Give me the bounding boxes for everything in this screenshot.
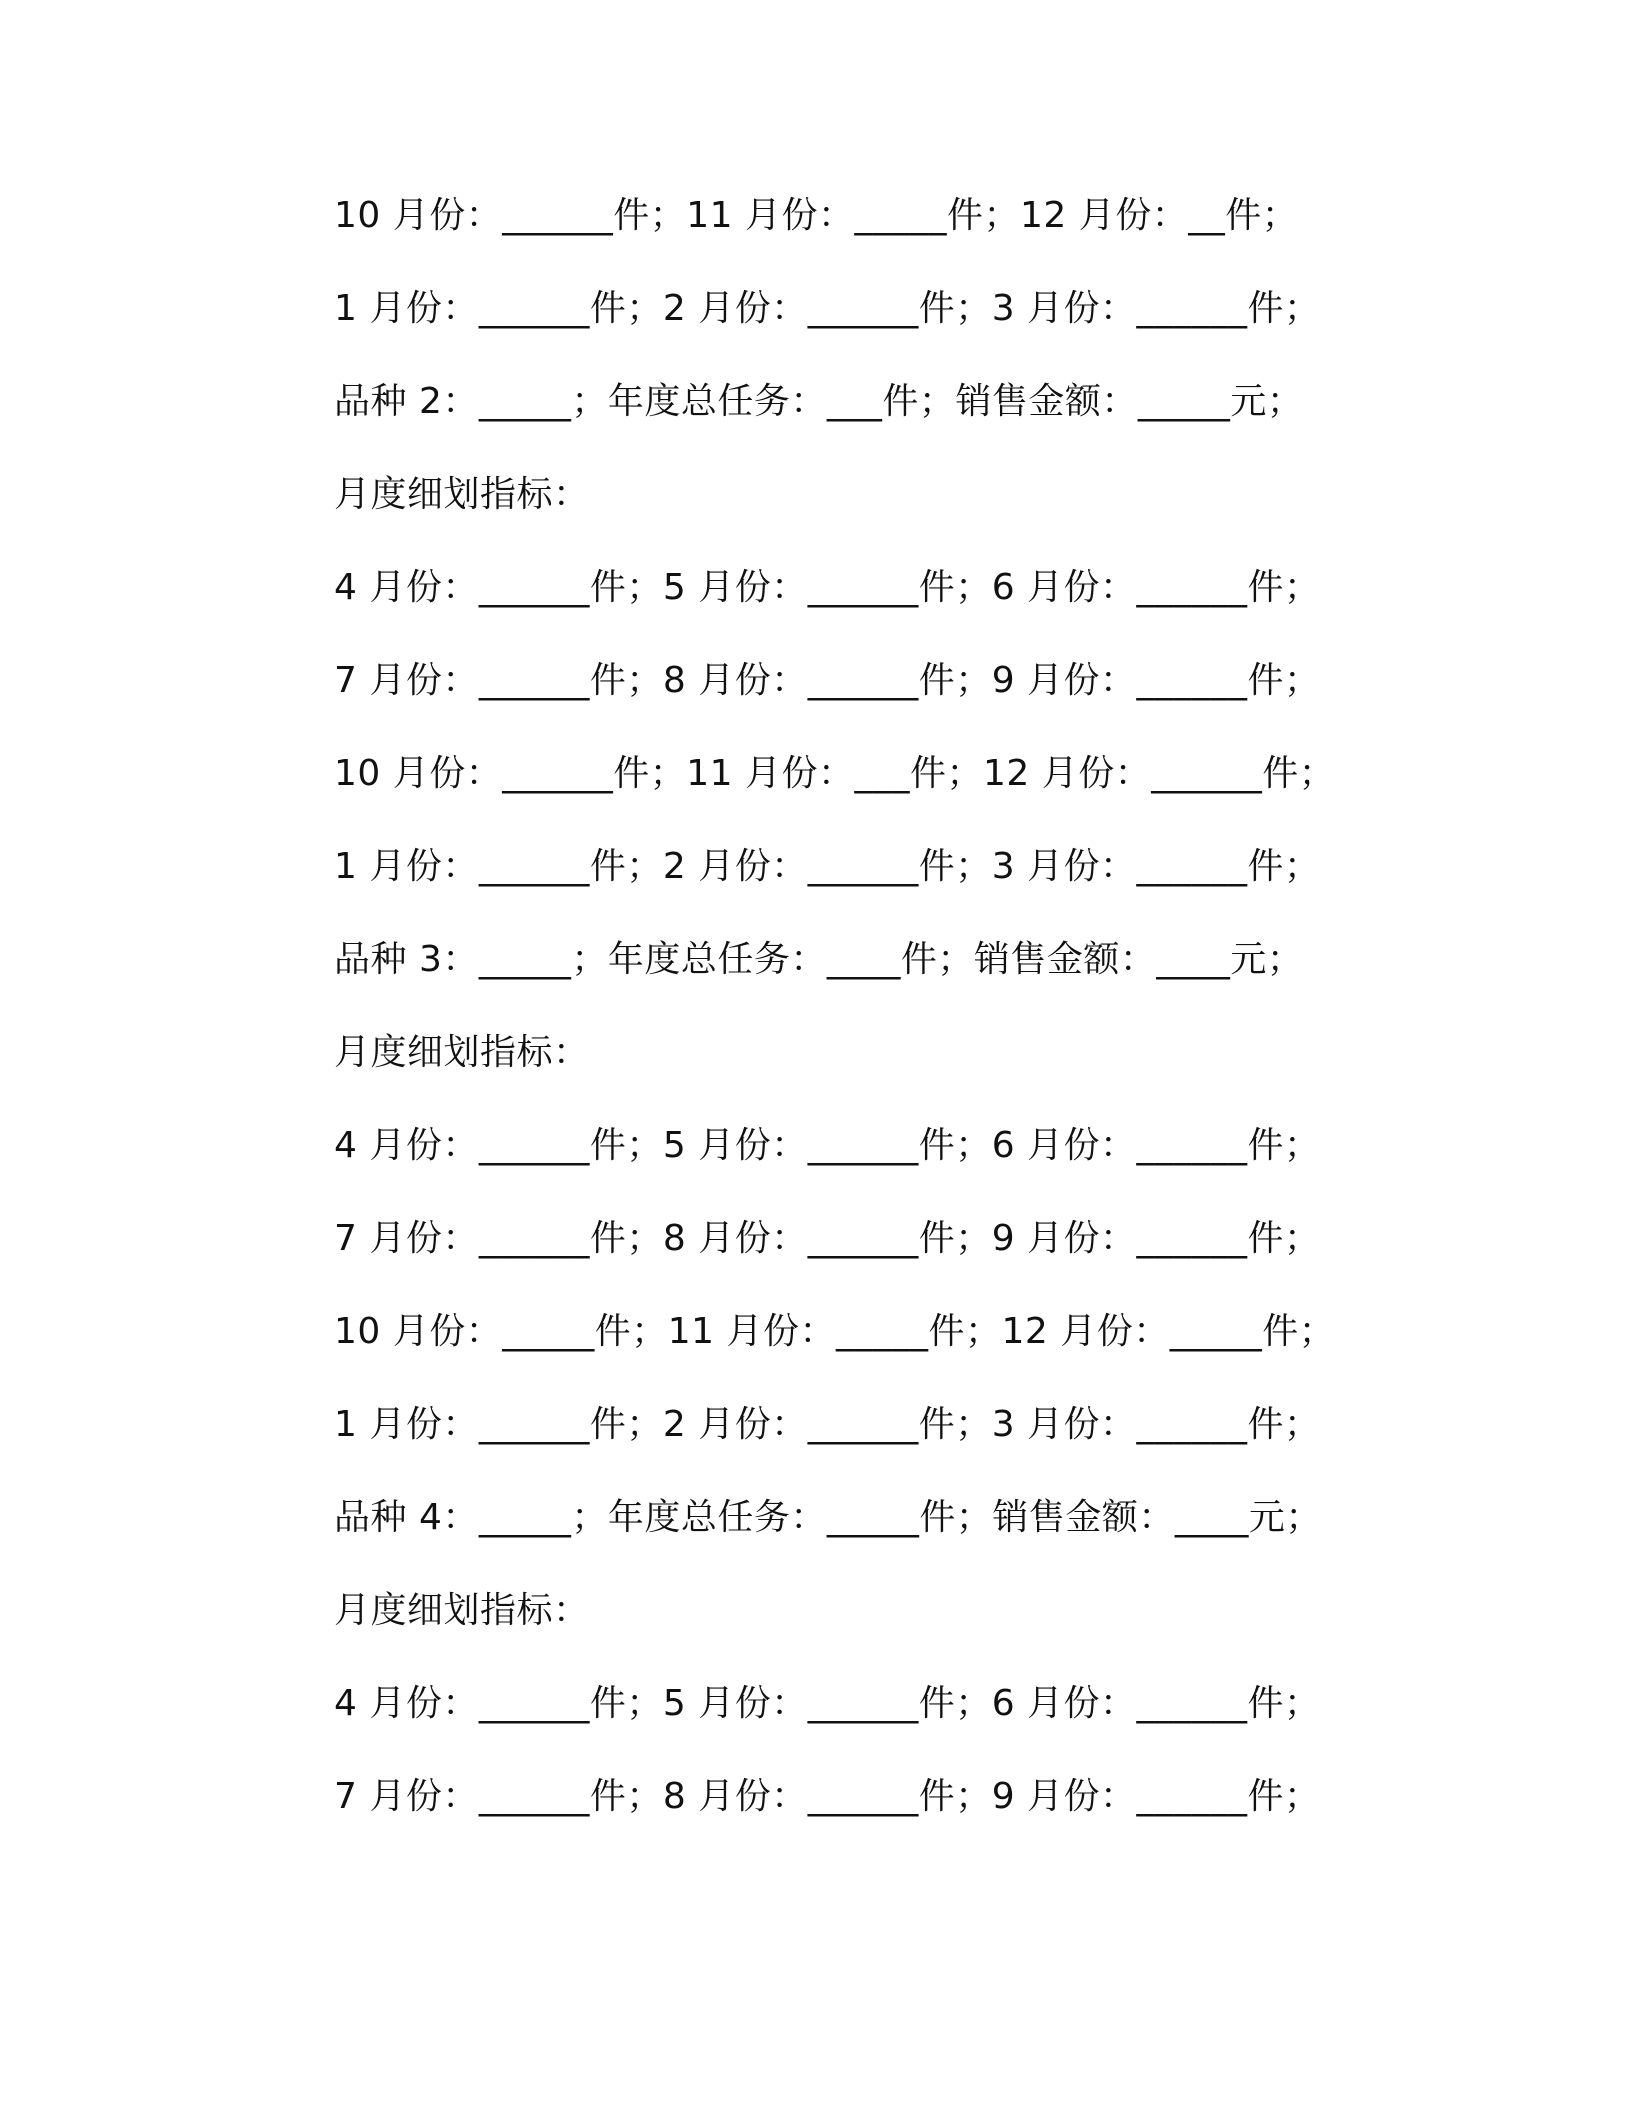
- text-line: 1 月份：______件；2 月份：______件；3 月份：______件；: [334, 846, 1321, 887]
- text-line: 7 月份：______件；8 月份：______件；9 月份：______件；: [334, 1776, 1321, 1817]
- text-line: 4 月份：______件；5 月份：______件；6 月份：______件；: [334, 567, 1321, 608]
- text-line: 品种 2：_____；年度总任务：___件；销售金额：_____元；: [334, 381, 1304, 422]
- text-line: 7 月份：______件；8 月份：______件；9 月份：______件；: [334, 1218, 1321, 1259]
- text-line: 月度细划指标：: [334, 474, 590, 515]
- text-line: 月度细划指标：: [334, 1032, 590, 1073]
- text-line: 7 月份：______件；8 月份：______件；9 月份：______件；: [334, 660, 1321, 701]
- document-body: [334, 183, 1334, 1857]
- text-line: 10 月份：______件；11 月份：___件；12 月份：______件；: [334, 753, 1336, 794]
- text-line: 品种 3：_____；年度总任务：____件；销售金额：____元；: [334, 939, 1304, 980]
- text-line: 4 月份：______件；5 月份：______件；6 月份：______件；: [334, 1683, 1321, 1724]
- text-line: 4 月份：______件；5 月份：______件；6 月份：______件；: [334, 1125, 1321, 1166]
- text-line: 1 月份：______件；2 月份：______件；3 月份：______件；: [334, 288, 1321, 329]
- text-line: 10 月份：_____件；11 月份：_____件；12 月份：_____件；: [334, 1311, 1336, 1352]
- text-line: 1 月份：______件；2 月份：______件；3 月份：______件；: [334, 1404, 1321, 1445]
- text-line: 品种 4：_____；年度总任务：_____件；销售金额：____元；: [334, 1497, 1322, 1538]
- text-line: 月度细划指标：: [334, 1590, 590, 1631]
- text-line: 10 月份：______件；11 月份：_____件；12 月份：__件；: [334, 195, 1299, 236]
